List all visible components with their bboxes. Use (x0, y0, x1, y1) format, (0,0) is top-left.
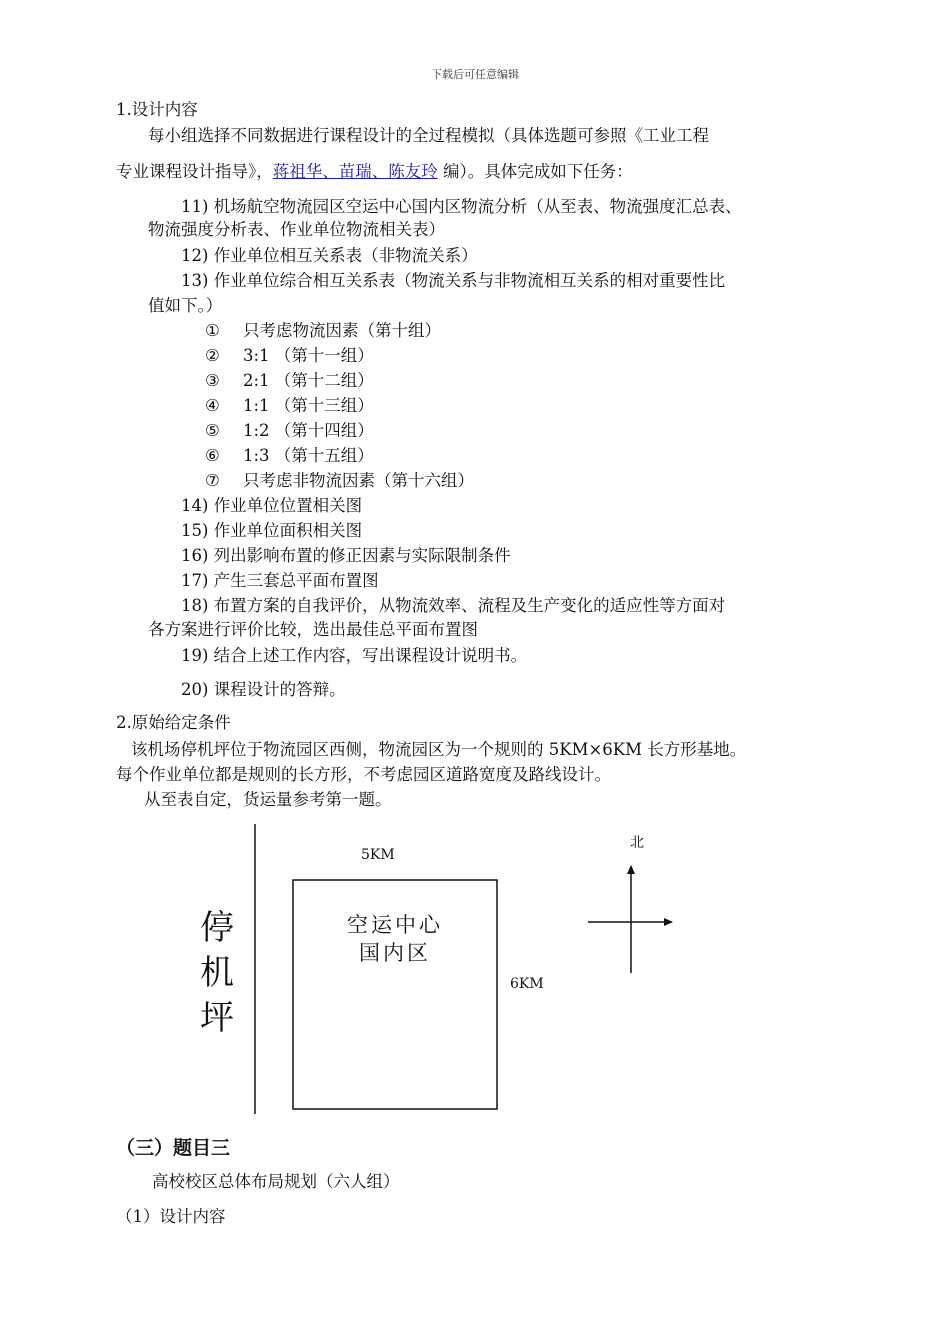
intro-line-1: 每小组选择不同数据进行课程设计的全过程模拟（具体选题可参照《工业工程 (148, 126, 709, 145)
ratio-text-7: 只考虑非物流因素（第十六组） (243, 471, 474, 490)
north-label: 北 (630, 835, 644, 851)
zone-label (293, 911, 497, 967)
ratio-text-4: 1:1 （第十三组） (243, 396, 374, 415)
apron-char-1: 停 (200, 908, 234, 948)
task-item-18: 18) 布置方案的自我评价，从物流效率、流程及生产变化的适应性等方面对 (181, 596, 726, 615)
task-item-11-cont: 物流强度分析表、作业单位物流相关表） (148, 220, 445, 239)
ratio-mark-5: ⑤ (205, 421, 220, 440)
apron-label (199, 906, 235, 1041)
ratio-mark-1: ① (205, 321, 220, 340)
task-item-13-cont: 值如下。） (148, 296, 223, 315)
intro-text-b: 编）。具体完成如下任务： (437, 162, 633, 181)
ratio-mark-7: ⑦ (205, 471, 220, 490)
section-1-title: 1.设计内容 (116, 100, 198, 119)
task-item-18-cont: 各方案进行评价比较，选出最佳总平面布置图 (148, 620, 478, 639)
intro-text-a: 专业课程设计指导》， (116, 162, 273, 181)
zone-label-line-1: 空运中心 (347, 913, 443, 937)
section-3-item-1: （1）设计内容 (116, 1207, 226, 1226)
task-item-15: 15) 作业单位面积相关图 (181, 521, 363, 540)
task-item-20: 20) 课程设计的答辩。 (181, 680, 346, 699)
task-item-13: 13) 作业单位综合相互关系表（物流关系与非物流相互关系的相对重要性比 (181, 271, 726, 290)
section-2-para-2: 从至表自定，货运量参考第一题。 (144, 790, 392, 809)
authors-link[interactable]: 蒋祖华、苗瑞、陈友玲 (272, 162, 438, 181)
task-item-11: 11) 机场航空物流园区空运中心国内区物流分析（从至表、物流强度汇总表、 (181, 197, 742, 216)
zone-label-line-2: 国内区 (359, 941, 431, 965)
apron-char-2: 机 (200, 953, 234, 993)
ratio-mark-2: ② (205, 346, 220, 365)
ratio-text-3: 2:1 （第十二组） (243, 371, 374, 390)
page-header: 下载后可任意编辑 (431, 68, 519, 81)
ratio-text-2: 3:1 （第十一组） (243, 346, 374, 365)
section-3-subtitle: 高校校区总体布局规划（六人组） (152, 1172, 400, 1191)
height-label: 6KM (510, 976, 544, 992)
task-item-12: 12) 作业单位相互关系表（非物流关系） (181, 246, 478, 265)
ratio-mark-3: ③ (205, 371, 220, 390)
task-item-17: 17) 产生三套总平面布置图 (181, 571, 379, 590)
width-label: 5KM (361, 847, 395, 863)
section-2-title: 2.原始给定条件 (116, 713, 231, 732)
ratio-mark-6: ⑥ (205, 446, 220, 465)
apron-char-3: 坪 (200, 998, 234, 1038)
ratio-text-6: 1:3 （第十五组） (243, 446, 374, 465)
section-3-title: （三）题目三 (116, 1137, 231, 1159)
task-item-16: 16) 列出影响布置的修正因素与实际限制条件 (181, 546, 511, 565)
ratio-text-5: 1:2 （第十四组） (243, 421, 374, 440)
ratio-mark-4: ④ (205, 396, 220, 415)
ratio-text-1: 只考虑物流因素（第十组） (243, 321, 441, 340)
task-item-19: 19) 结合上述工作内容，写出课程设计说明书。 (181, 646, 528, 665)
section-2-para-line-1: 该机场停机坪位于物流园区西侧，物流园区为一个规则的 5KM×6KM 长方形基地。 (131, 740, 747, 759)
section-2-para-line-2: 每个作业单位都是规则的长方形，不考虑园区道路宽度及路线设计。 (116, 765, 611, 784)
task-item-14: 14) 作业单位位置相关图 (181, 496, 363, 515)
